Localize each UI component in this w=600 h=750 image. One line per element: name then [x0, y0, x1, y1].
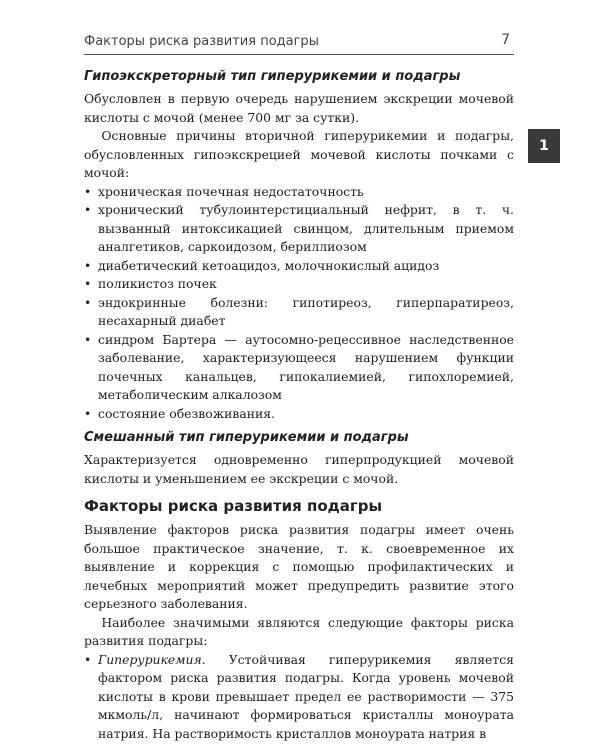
heading-mixed: Смешанный тип гиперурикемии и подагры	[84, 430, 409, 445]
running-head-title: Факторы риска развития подагры	[84, 34, 319, 49]
term-description: Устойчивая гиперурикемия является фактором риска развития подагры. Когда уровень мочевой кислоты в крови превышает предел ее растворимости — 375 мкмоль/л, начинают формироваться кристаллы моноурата натрия. На растворимость кристаллов моноурата натрия в	[98, 651, 514, 741]
list-item: • состояние обезвоживания.	[84, 405, 514, 424]
paragraph-risk-1: Выявление факторов риска развития подагры имеет очень большое практическое значение, т. к. своевременное их выявление и коррекция с помощью профилактических и лечебных мероприятий может предупредить развитие этого серьезного заболевания.	[84, 522, 514, 611]
term-hyperuricemia: Гиперурикемия.	[98, 651, 206, 667]
list-item	[84, 651, 514, 744]
running-head	[84, 30, 514, 55]
paragraph-mixed-1: Характеризуется одновременно гиперпродукцией мочевой кислоты и уменьшением ее экскреции с мочой.	[84, 452, 514, 486]
page-number: 7	[501, 32, 510, 48]
paragraph-hypo-2: Основные причины вторичной гиперурикемии и подагры, обусловленных гипоэкскрецией мочевой кислоты почками с мочой:	[84, 128, 514, 180]
risk-list	[84, 651, 514, 744]
paragraph-risk-2: Наиболее значимыми являются следующие факторы риска развития подагры:	[84, 614, 514, 648]
chapter-tab: 1	[528, 129, 560, 163]
list-item: • хронический тубулоинтерстициальный нефрит, в т. ч. вызванный интоксикацией свинцом, длительным приемом аналгетиков, саркоидозом, бериллиозом	[84, 201, 514, 257]
causes-list	[84, 183, 514, 424]
list-item: • эндокринные болезни: гипотиреоз, гиперпаратиреоз, несахарный диабет	[84, 294, 514, 331]
page-content	[84, 68, 514, 743]
heading-risk-factors: Факторы риска развития подагры	[84, 497, 383, 515]
list-item: • поликистоз почек	[84, 275, 514, 294]
list-item: • синдром Бартера — аутосомно-рецессивное наследственное заболевание, характеризующееся нарушением функции почечных канальцев, гипокалиемией, гипохлоремией, метаболическим алкалозом	[84, 331, 514, 405]
list-item: • диабетический кетоацидоз, молочнокислый ацидоз	[84, 257, 514, 276]
heading-hypoexcretory: Гипоэкскреторный тип гиперурикемии и подагры	[84, 69, 461, 84]
paragraph-hypo-1: Обусловлен в первую очередь нарушением экскреции мочевой кислоты с мочой (менее 700 мг за сутки).	[84, 91, 514, 125]
list-item: • хроническая почечная недостаточность	[84, 183, 514, 202]
